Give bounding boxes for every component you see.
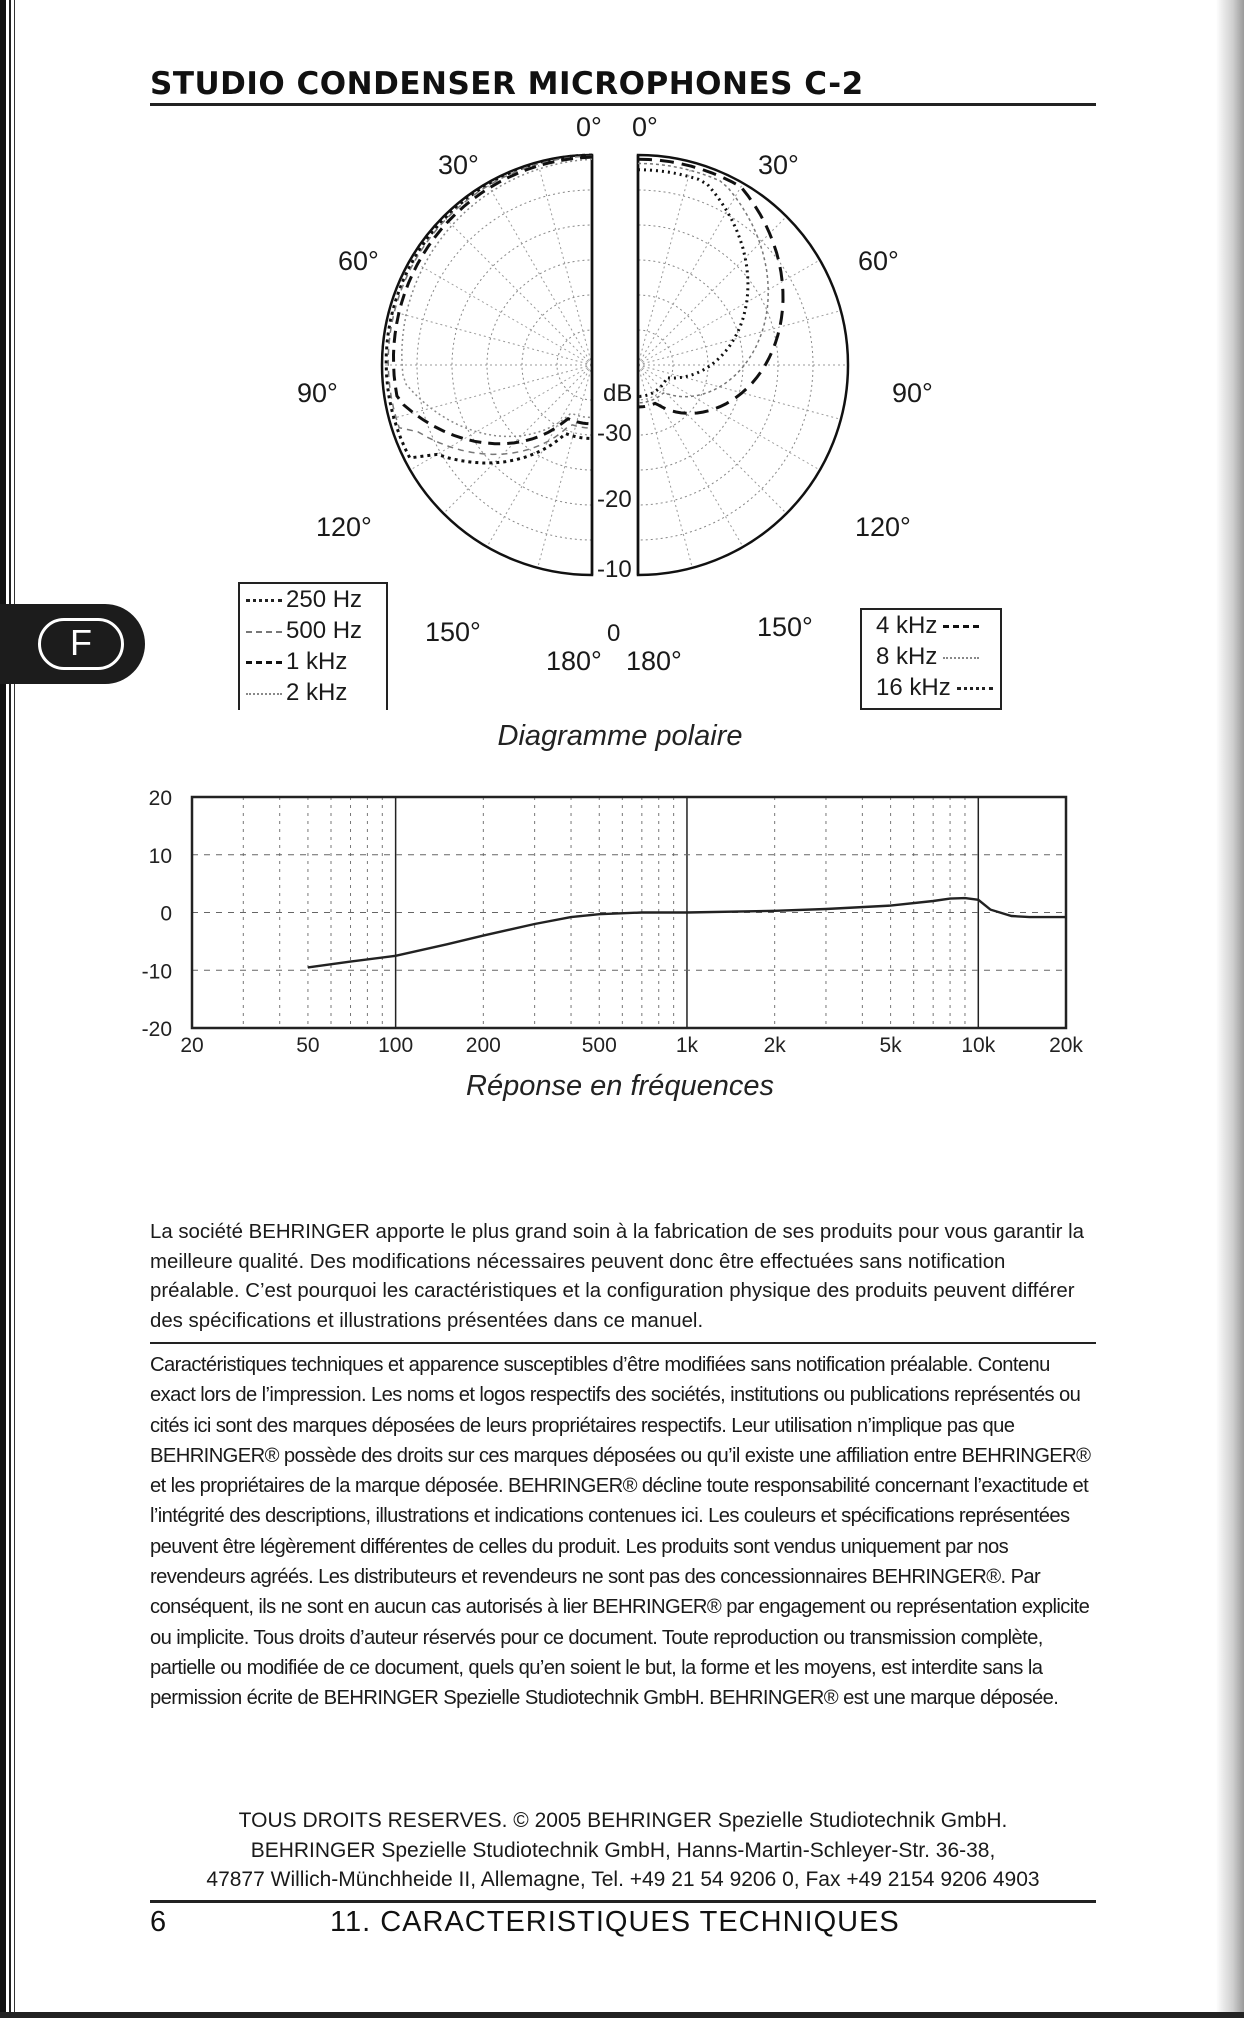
legend-label-500hz: 500 Hz	[286, 617, 363, 644]
legend-label-16khz: 16 kHz	[876, 674, 951, 701]
x-tick-label: 1k	[675, 1034, 699, 1057]
legal-disclaimer-paragraph: Caractéristiques techniques et apparence susceptibles d’être modifiées sans notification préalable. Contenu exact lors de l’impression. Les noms et logos respectifs des sociétés, institutions ou publications représentés ou cités ici sont des marques déposées de leurs propriétaires respectifs. Leur utilisation n’implique pas que BEHRINGER® possède des droits sur ces marques déposées ou qu’il existe une affiliation entre BEHRINGER® et les propriétaires de la marque déposée. BEHRINGER® décline toute responsabilité concernant l’exactitude et l’intégrité des descriptions, illustrations et indications contenues ici. Les couleurs et spécifications représentées peuvent être légèrement différentes de celles du produit. Les produits sont vendus uniquement par nos revendeurs agréés. Les distributeurs et revendeurs ne sont pas des concessionnaires BEHRINGER®. Par conséquent, ils ne sont en aucun cas autorisés à lier BEHRINGER® par engagement ou représentation explicite ou implicite. Tous droits d’auteur réservés pour ce document. Toute reproduction ou transmission complète, partielle ou modifiée de ce document, quels qu’en soient le but, la forme et les moyens, est interdite sans la permission écrite de BEHRINGER Spezielle Studiotechnik GmbH. BEHRINGER® est une marque déposée.	[150, 1354, 1091, 1710]
angle-right-90: 90°	[892, 378, 933, 408]
angle-left-30: 30°	[438, 150, 479, 180]
db-unit-label: dB	[603, 380, 633, 407]
x-tick-label: 20k	[1049, 1034, 1083, 1057]
quality-notice-paragraph: La société BEHRINGER apporte le plus grand soin à la fabrication de ses produits pour vous garantir la meilleure qualité. Des modifications nécessaires peuvent donc être effectuées sans notification préalable. C’est pourquoi les caractéristiques et la configuration physique des produits peuvent différer des spécifications et illustrations présentées dans ce manuel.	[150, 1221, 1084, 1332]
x-tick-label: 50	[296, 1034, 320, 1057]
legend-label-8khz: 8 kHz	[876, 643, 938, 670]
angle-left-60: 60°	[338, 246, 379, 276]
section-footer-title: 11. CARACTERISTIQUES TECHNIQUES	[330, 1906, 900, 1938]
angle-right-180: 180°	[626, 646, 682, 676]
y-tick-label: -20	[141, 1018, 172, 1041]
x-tick-label: 2k	[763, 1034, 786, 1057]
legend-label-1khz: 1 kHz	[286, 648, 348, 675]
page-number: 6	[150, 1906, 167, 1938]
angle-left-120: 120°	[316, 512, 372, 542]
page-header-title: STUDIO CONDENSER MICROPHONES C-2	[150, 66, 864, 102]
x-tick-label: 5k	[879, 1034, 902, 1057]
y-tick-label: 0	[160, 902, 172, 926]
x-tick-label: 10k	[961, 1034, 996, 1057]
angle-right-0: 0°	[632, 112, 658, 142]
y-tick-label: 10	[148, 844, 172, 868]
angle-right-150: 150°	[757, 612, 813, 642]
page-bottom-edge	[0, 2012, 1244, 2018]
y-tick-label: -10	[141, 960, 172, 984]
frequency-caption: Réponse en fréquences	[466, 1070, 774, 1102]
footer-rule	[150, 1900, 1096, 1903]
polar-caption: Diagramme polaire	[497, 720, 743, 752]
angle-left-150: 150°	[425, 617, 481, 647]
angle-left-90: 90°	[297, 378, 338, 408]
db-tick-minus10: -10	[597, 556, 632, 583]
db-tick-0: 0	[607, 620, 621, 647]
x-tick-label: 200	[465, 1034, 501, 1057]
y-tick-label: 20	[148, 787, 172, 810]
angle-right-120: 120°	[855, 512, 911, 542]
db-tick-minus30: -30	[597, 420, 632, 447]
legend-label-250hz: 250 Hz	[286, 586, 363, 613]
copyright-block	[150, 1806, 1096, 1895]
legend-label-4khz: 4 kHz	[876, 612, 938, 639]
legend-label-2khz: 2 kHz	[286, 679, 348, 706]
angle-left-0: 0°	[576, 112, 602, 142]
copyright-line: TOUS DROITS RESERVES. © 2005 BEHRINGER Spezielle Studiotechnik GmbH.	[238, 1809, 1008, 1832]
x-tick-label: 100	[378, 1034, 414, 1057]
section-rule	[150, 1342, 1096, 1344]
address-line-2: 47877 Willich-Münchheide II, Allemagne, Tel. +49 21 54 9206 0, Fax +49 2154 9206 4903	[206, 1868, 1040, 1891]
angle-right-30: 30°	[758, 150, 799, 180]
language-tab-label: F	[38, 618, 124, 670]
x-tick-label: 500	[581, 1034, 617, 1057]
angle-right-60: 60°	[858, 246, 899, 276]
address-line-1: BEHRINGER Spezielle Studiotechnik GmbH, Hanns-Martin-Schleyer-Str. 36-38,	[250, 1838, 996, 1862]
x-tick-label: 20	[180, 1034, 204, 1057]
angle-left-180: 180°	[546, 646, 602, 676]
db-tick-minus20: -20	[597, 486, 632, 513]
